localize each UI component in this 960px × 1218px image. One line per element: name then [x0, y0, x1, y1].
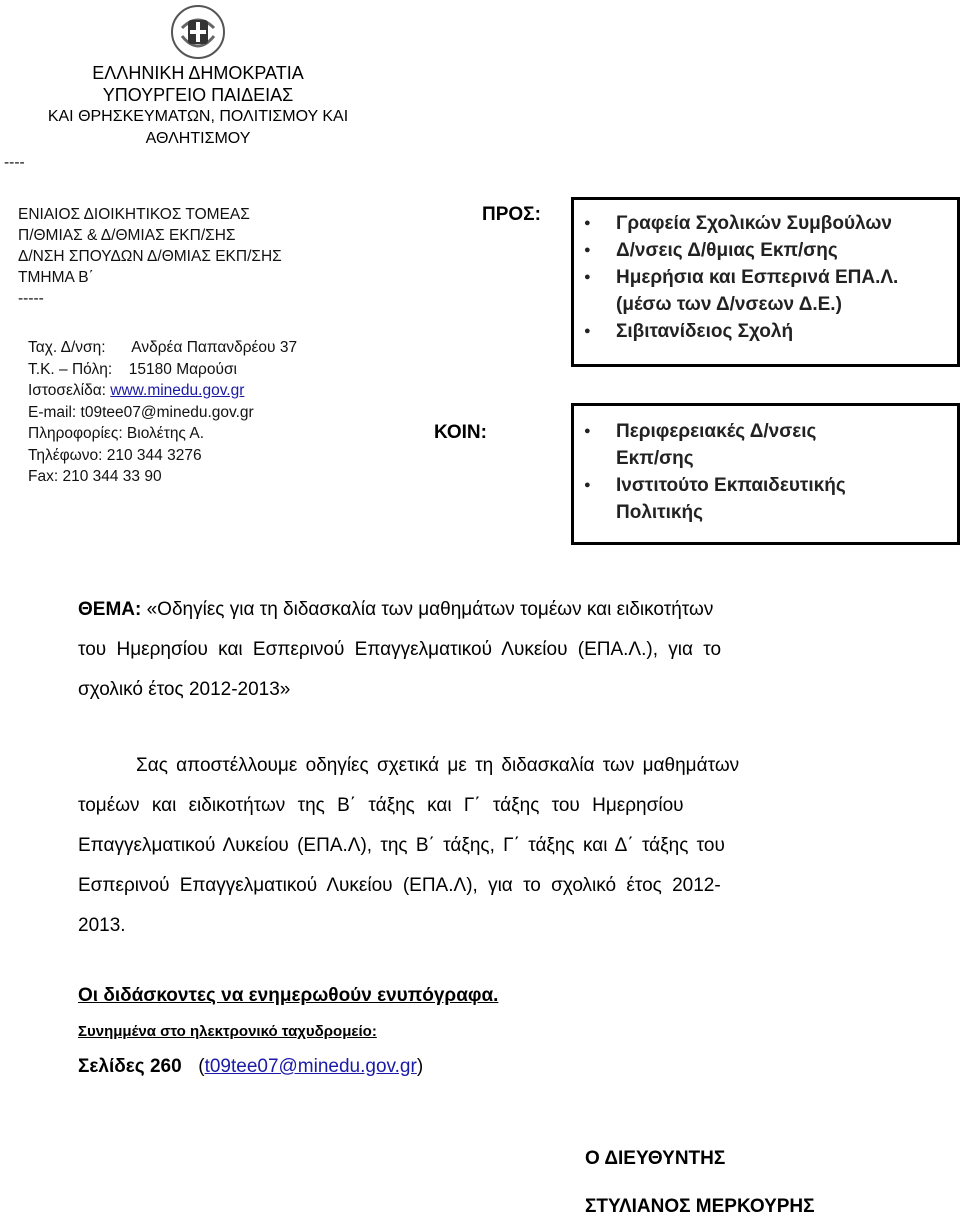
- postcode-value: 15180 Μαρούσι: [128, 360, 237, 378]
- website-link[interactable]: www.minedu.gov.gr: [110, 382, 245, 399]
- separator: -----: [18, 290, 44, 307]
- address-label: Ταχ. Δ/νση:: [28, 339, 106, 356]
- body-line: Σας αποστέλλουμε οδηγίες σχετικά με τη διδασκαλία των μαθημάτων: [136, 755, 740, 776]
- website-row: [28, 380, 297, 402]
- fax-line: Fax: 210 344 33 90: [28, 468, 162, 485]
- subject-block: [78, 590, 860, 710]
- body-line: τομέων και ειδικοτήτων της Β΄ τάξης και Γ΄ τάξης του Ημερησίου: [78, 795, 684, 816]
- pages-open: (: [198, 1056, 205, 1077]
- body-line: 2013.: [78, 915, 126, 936]
- pages-line: [78, 1056, 423, 1078]
- contact-block: [28, 337, 297, 488]
- ministry-header: [0, 62, 396, 150]
- subject-line-3: σχολικό έτος 2012-2013»: [78, 679, 291, 700]
- pages-close: ): [416, 1056, 424, 1077]
- info-line: Πληροφορίες: Βιολέτης Α.: [28, 425, 205, 442]
- header-line: ΑΘΛΗΤΙΣΜΟΥ: [145, 130, 251, 147]
- signature-title: Ο ΔΙΕΥΘΥΝΤΗΣ: [585, 1148, 726, 1169]
- postcode-label: Τ.Κ. – Πόλη:: [28, 360, 113, 378]
- header-line: ΥΠΟΥΡΓΕΙΟ ΠΑΙΔΕΙΑΣ: [102, 85, 294, 105]
- phone-line: Τηλέφωνο: 210 344 3276: [28, 446, 202, 464]
- recipient-item: ● Σιβιτανίδειος Σχολή: [574, 318, 957, 345]
- cc-recipients-box: [571, 403, 960, 545]
- signature-notice: Οι διδάσκοντες να ενημερωθούν ενυπόγραφα.: [78, 985, 499, 1006]
- header-line: ΕΛΛΗΝΙΚΗ ΔΗΜΟΚΡΑΤΙΑ: [92, 63, 304, 83]
- unit-line: ΤΜΗΜΑ Β΄: [18, 269, 94, 286]
- subject-line-1: [78, 590, 860, 630]
- subject-label: ΘΕΜΑ:: [78, 599, 142, 620]
- recipient-item: ● Γραφεία Σχολικών Συμβούλων: [574, 210, 957, 237]
- body-line: Επαγγελματικού Λυκείου (ΕΠΑ.Λ), της Β΄ τάξης, Γ΄ τάξης και Δ΄ τάξης του: [78, 835, 725, 856]
- subject-line-2: του Ημερησίου και Εσπερινού Επαγγελματικού Λυκείου (ΕΠΑ.Λ.), για το: [78, 639, 722, 660]
- unit-line: Π/ΘΜΙΑΣ & Δ/ΘΜΙΑΣ ΕΚΠ/ΣΗΣ: [18, 227, 236, 244]
- attachments-label: Συνημμένα στο ηλεκτρονικό ταχυδρομείο:: [78, 1023, 377, 1040]
- body-paragraph: [78, 746, 868, 946]
- subject-text: «Οδηγίες για τη διδασκαλία των μαθημάτων τομέων και ειδικοτήτων: [146, 599, 714, 620]
- greek-state-emblem: [168, 2, 228, 60]
- unit-block: [18, 204, 282, 309]
- pages-label: Σελίδες 260: [78, 1056, 182, 1077]
- signature-name: ΣΤΥΛΙΑΝΟΣ ΜΕΡΚΟΥΡΗΣ: [585, 1196, 815, 1217]
- separator: ----: [4, 154, 25, 171]
- to-recipients-box: [571, 197, 960, 367]
- body-line: Εσπερινού Επαγγελματικού Λυκείου (ΕΠΑ.Λ), για το σχολικό έτος 2012-: [78, 875, 721, 896]
- pages-email-link[interactable]: t09tee07@minedu.gov.gr: [204, 1056, 417, 1077]
- postcode-row: [28, 359, 297, 381]
- unit-line: Δ/ΝΣΗ ΣΠΟΥΔΩΝ Δ/ΘΜΙΑΣ ΕΚΠ/ΣΗΣ: [18, 248, 282, 265]
- recipient-item: ● Ινστιτούτο Εκπαιδευτικής Πολιτικής: [574, 472, 916, 526]
- recipient-item: ● Δ/νσεις Δ/θμιας Εκπ/σης: [574, 237, 957, 264]
- website-label: Ιστοσελίδα:: [28, 382, 106, 399]
- address-value: Ανδρέα Παπανδρέου 37: [131, 339, 298, 356]
- header-line: ΚΑΙ ΘΡΗΣΚΕΥΜΑΤΩΝ, ΠΟΛΙΤΙΣΜΟΥ ΚΑΙ: [47, 108, 349, 125]
- recipient-item: ● Ημερήσια και Εσπερινά ΕΠΑ.Λ. (μέσω των Δ/νσεων Δ.Ε.): [574, 264, 916, 318]
- address-row: [28, 337, 297, 359]
- cc-label: ΚΟΙΝ:: [434, 422, 487, 443]
- unit-line: ΕΝΙΑΙΟΣ ΔΙΟΙΚΗΤΙΚΟΣ ΤΟΜΕΑΣ: [18, 206, 250, 223]
- to-label: ΠΡΟΣ:: [482, 204, 541, 225]
- email-line: E-mail: t09tee07@minedu.gov.gr: [28, 403, 254, 421]
- recipient-item: ● Περιφερειακές Δ/νσεις Εκπ/σης: [574, 418, 856, 472]
